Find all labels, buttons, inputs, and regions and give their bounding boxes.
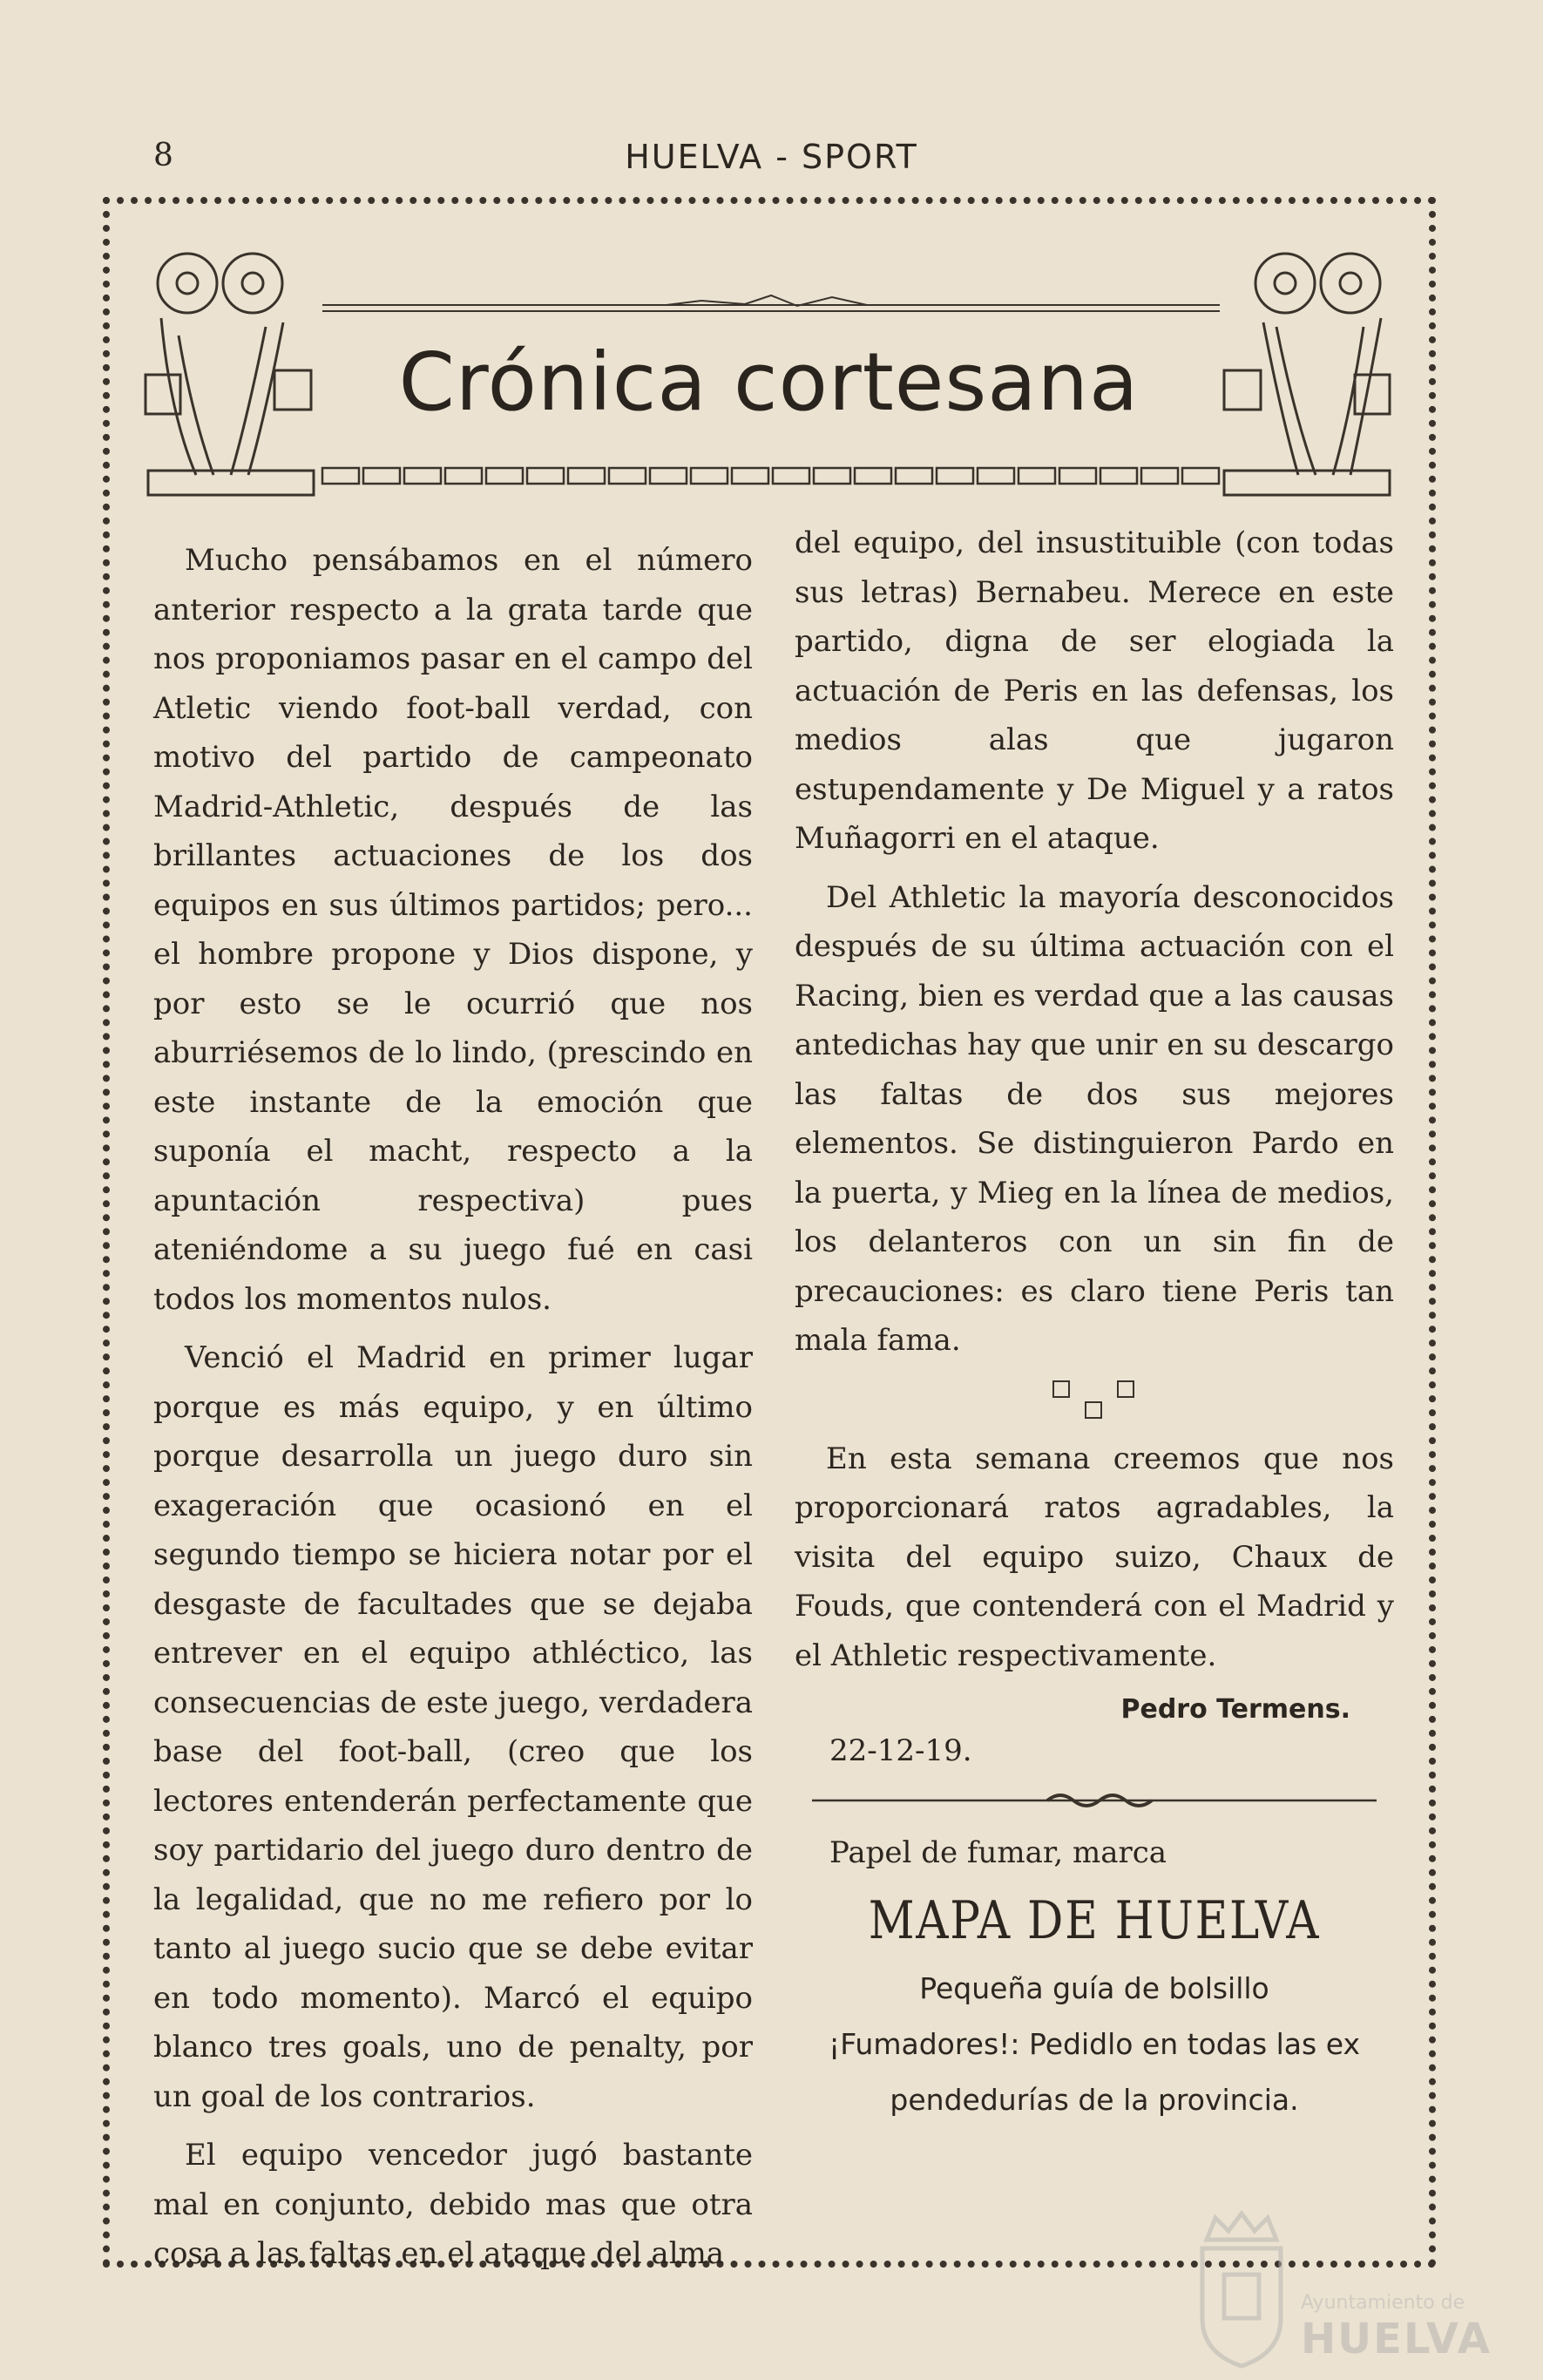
divider-rule: [795, 1773, 1394, 1825]
paragraph: El equipo vencedor jugó bastante mal en conjunto, debido mas que otra cosa a las faltas en el ataque del alma: [153, 2138, 753, 2271]
author-signature: Pedro Termens.: [1120, 1694, 1350, 1725]
left-column: [153, 536, 753, 2288]
running-head: HUELVA - SPORT: [625, 138, 918, 176]
page-number: 8: [153, 138, 173, 173]
title-banner: [144, 240, 1394, 501]
watermark-line1: Ayuntamiento de: [1301, 2292, 1465, 2314]
paragraph: Venció el Madrid en primer lugar porque es más equipo, y en último porque desarrolla un juego duro sin exageración que ocasionó en el segundo tiempo se hiciera notar por el desgaste de facultades que se dejaba entrever en el equipo athléctico, las consecuencias de este juego, verdadera base del foot-ball, (creo que los lectores entenderán perfectamente que soy partidario del juego duro dentro de la legalidad, que no me refiero por lo tanto al juego sucio que se debe evitar en todo momento). Marcó el equipo blanco tres goals, uno de penalty, por un goal de los contrarios.: [153, 1340, 753, 2114]
watermark-line2: HUELVA: [1301, 2315, 1492, 2363]
paragraph: del equipo, del insustituible (con todas sus letras) Bernabeu. Merece en este partido, digna de ser elogiada la actuación de Peris en las defensas, los medios alas que jugaron estupendamente y De Miguel y a ratos Muñagorri en el ataque.: [795, 525, 1394, 856]
paragraph: Del Athletic la mayoría desconocidos después de su última actuación con el Racing, bien es verdad que a las causas antedichas hay que unir en su descargo las faltas de dos sus mejores elementos. Se distinguieron Pardo en la puerta, y Mieg en la línea de medios, los delanteros con un sin fin de precauciones: es claro tiene Peris tan mala fama.: [795, 879, 1394, 1358]
ad-line: ¡Fumadores!: Pedidlo en todas las ex: [829, 2027, 1360, 2061]
watermark: [1189, 2205, 1492, 2370]
paragraph: Mucho pensábamos en el número anterior respecto a la grata tarde que nos proponiamos pasar en el campo del Atletic viendo foot-ball verdad, con motivo del partido de campeonato Madrid-Athletic, después de las brillantes actuaciones de los dos equipos en sus últimos partidos; pero... el hombre propone y Dios dispone, y por esto se le ocurrió que nos aburriésemos de lo lindo, (prescindo en este instante de la emoción que suponía el macht, respecto a la apuntación respectiva) pues ateniéndome a su juego fué en casi todos los momentos nulos.: [153, 543, 753, 1317]
right-column: [795, 519, 1394, 2128]
section-break-ornament: [795, 1375, 1394, 1434]
article-date: 22-12-19.: [829, 1733, 972, 1768]
ad-line: pendedurías de la provincia.: [890, 2083, 1299, 2117]
ad-brand: MAPA DE HUELVA: [868, 1890, 1321, 1951]
ad-line: Pequeña guía de bolsillo: [919, 1971, 1269, 2005]
crest-icon: [1189, 2205, 1294, 2370]
paragraph: En esta semana creemos que nos proporcionará ratos agradables, la visita del equipo suizo, Chaux de Fouds, que contenderá con el Madrid y el Athletic respectivamente.: [795, 1441, 1394, 1673]
article-title: Crónica cortesana: [398, 336, 1140, 429]
ad-lead: Papel de fumar, marca: [829, 1835, 1167, 1870]
